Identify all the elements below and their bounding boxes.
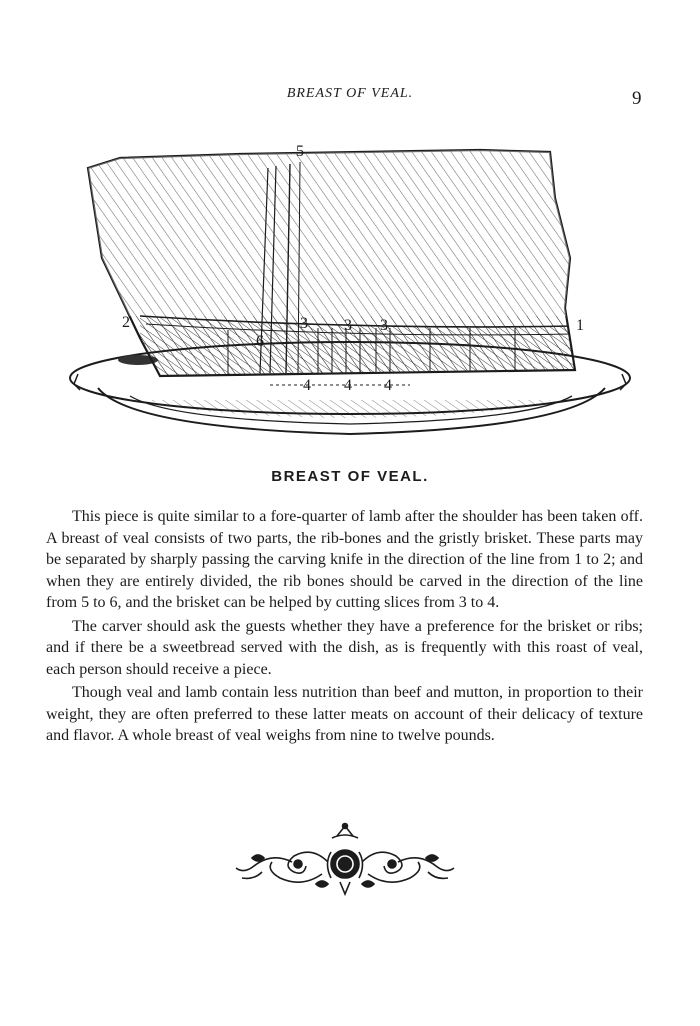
label-1: 1 (576, 317, 584, 334)
label-3c: 3 (380, 317, 388, 334)
label-3a: 3 (300, 315, 308, 332)
paragraph-3: Though veal and lamb contain less nutrition than beef and mutton, in proportion to their weight, they are often preferred to these latter meats on account of their delicacy of texture and flavor. A whole breast of veal weighs from nine to twelve pounds. (46, 684, 643, 744)
paragraph-2: The carver should ask the guests whether they have a preference for the brisket or ribs; and if there be a sweetbread served with the dish, as is frequently with this roast of veal, each person should receive a piece. (46, 617, 643, 678)
veal-illustration (60, 138, 640, 438)
page-number: 9 (632, 88, 642, 109)
label-6: 6 (256, 333, 264, 350)
decorative-ornament-icon (232, 822, 458, 902)
label-5: 5 (296, 143, 304, 160)
label-4a: 4 (303, 377, 311, 394)
label-4b: 4 (344, 377, 352, 394)
running-head: BREAST OF VEAL. (286, 86, 414, 101)
figure-caption: BREAST OF VEAL. (271, 468, 429, 485)
paragraph-1: This piece is quite similar to a fore-quarter of lamb after the shoulder has been taken off. A breast of veal consists of two parts, the rib-bones and the gristly brisket. These parts may be separated by sharply passing the carving knife in the direction of the line from 1 to 2; and when they are entirely divided, the rib bones should be carved in the direction of the line from 5 to 6, and the brisket can be helped by cutting slices from 3 to 4. (46, 508, 643, 611)
label-3b: 3 (344, 317, 352, 334)
label-2: 2 (122, 314, 130, 331)
meat-joint (60, 138, 640, 385)
body-text (46, 506, 643, 749)
label-4c: 4 (384, 377, 392, 394)
